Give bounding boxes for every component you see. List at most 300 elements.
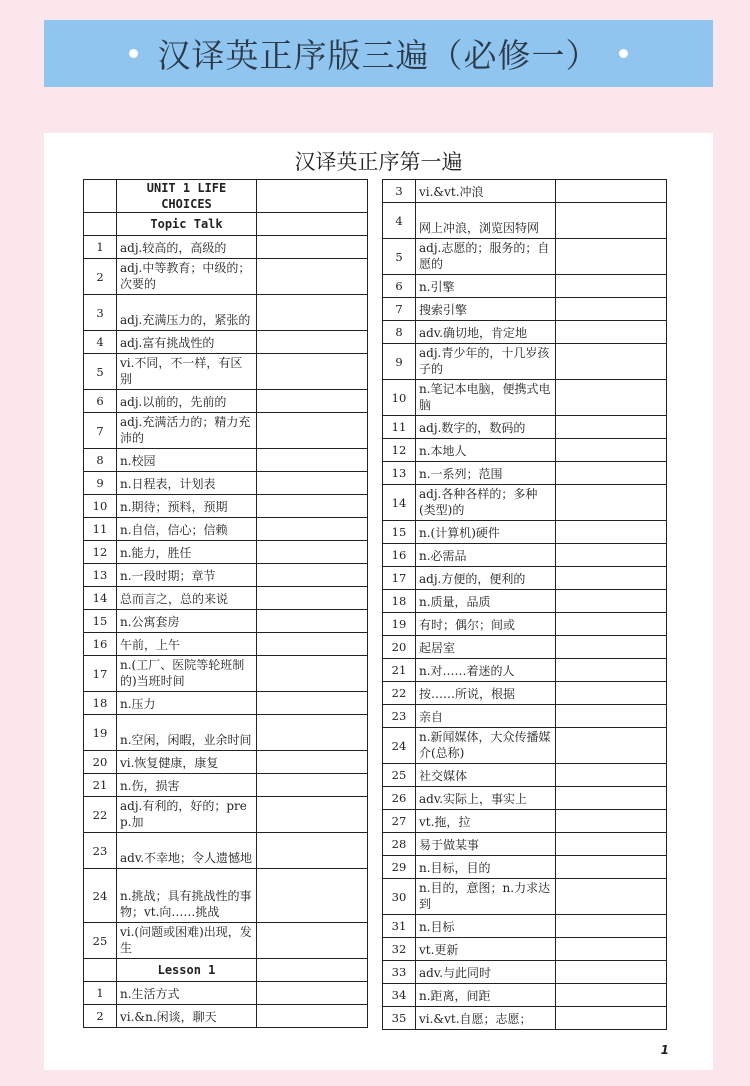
row-number: 18 (84, 692, 117, 715)
answer-blank[interactable] (556, 682, 667, 705)
vocab-row (383, 810, 667, 833)
answer-blank[interactable] (556, 416, 667, 439)
row-number: 1 (84, 982, 117, 1005)
row-number: 31 (383, 915, 416, 938)
definition-text: 社交媒体 (419, 769, 468, 783)
definition-text: vi.&vt.自愿；志愿； (419, 1012, 532, 1026)
answer-blank[interactable] (257, 610, 368, 633)
vocab-row (383, 1007, 667, 1030)
answer-blank[interactable] (556, 298, 667, 321)
answer-blank[interactable] (556, 764, 667, 787)
row-number: 2 (84, 1005, 117, 1028)
vocab-row (84, 564, 368, 587)
answer-blank[interactable] (556, 462, 667, 485)
definition-text: n.日程表，计划表 (120, 477, 216, 491)
row-number: 19 (383, 613, 416, 636)
row-number: 33 (383, 961, 416, 984)
vocab-row (383, 764, 667, 787)
row-number (84, 180, 117, 213)
row-number: 9 (383, 344, 416, 380)
definition-text: 总而言之，总的来说 (120, 592, 229, 606)
page-number: 1 (660, 1043, 669, 1057)
definition-text: n.引擎 (419, 280, 455, 294)
vocab-row (84, 751, 368, 774)
row-number: 11 (383, 416, 416, 439)
chinese-definition (117, 982, 257, 1005)
chinese-definition (117, 923, 257, 959)
vocab-row (383, 728, 667, 764)
answer-blank[interactable] (556, 636, 667, 659)
vocab-row (84, 259, 368, 295)
answer-blank[interactable] (556, 879, 667, 915)
chinese-definition (416, 728, 556, 764)
row-number: 35 (383, 1007, 416, 1030)
chinese-definition (117, 692, 257, 715)
definition-text: adj.志愿的；服务的；自愿的 (419, 241, 550, 271)
answer-blank[interactable] (257, 180, 368, 213)
row-number: 14 (383, 485, 416, 521)
answer-blank[interactable] (556, 344, 667, 380)
vocab-row (383, 275, 667, 298)
vocab-row (383, 856, 667, 879)
vocab-row (383, 567, 667, 590)
banner-title: 汉译英正序版三遍（必修一） (157, 36, 600, 75)
vocab-row (383, 239, 667, 275)
definition-text: n.新闻媒体，大众传播媒介(总称) (419, 730, 551, 760)
vocab-row (383, 636, 667, 659)
row-number: 22 (383, 682, 416, 705)
answer-blank[interactable] (257, 833, 368, 869)
row-number: 10 (383, 380, 416, 416)
definition-text: adj.较高的，高级的 (120, 241, 227, 255)
answer-blank[interactable] (556, 1007, 667, 1030)
definition-text: n.一系列；范围 (419, 467, 503, 481)
definition-text: adj.以前的，先前的 (120, 395, 227, 409)
row-number: 23 (383, 705, 416, 728)
definition-text: 网上冲浪，浏览因特网 (419, 221, 540, 235)
definition-text: n.期待；预料，预期 (120, 500, 228, 514)
row-number: 20 (383, 636, 416, 659)
vocab-row (383, 203, 667, 239)
row-number: 23 (84, 833, 117, 869)
definition-text: vi.&vt.冲浪 (419, 185, 484, 199)
vocab-row (383, 180, 667, 203)
definition-text: n.公寓套房 (120, 615, 180, 629)
answer-blank[interactable] (257, 331, 368, 354)
definition-text: vi.(问题或困难)出现，发生 (120, 925, 252, 955)
vocab-row (84, 715, 368, 751)
definition-text: n.自信，信心；信赖 (120, 523, 228, 537)
vocab-row (84, 923, 368, 959)
chinese-definition (416, 416, 556, 439)
answer-blank[interactable] (556, 521, 667, 544)
answer-blank[interactable] (556, 590, 667, 613)
chinese-definition (416, 485, 556, 521)
row-number: 1 (84, 236, 117, 259)
definition-text: 按……所说，根据 (419, 687, 516, 701)
row-number: 32 (383, 938, 416, 961)
row-number: 27 (383, 810, 416, 833)
vocab-row (84, 331, 368, 354)
definition-text: n.伤，损害 (120, 779, 180, 793)
definition-text: 易于做某事 (419, 838, 480, 852)
answer-blank[interactable] (556, 485, 667, 521)
row-number: 6 (84, 390, 117, 413)
vocab-row (383, 833, 667, 856)
chinese-definition (416, 787, 556, 810)
chinese-definition (416, 613, 556, 636)
answer-blank[interactable] (257, 390, 368, 413)
definition-text: n.目标 (419, 920, 455, 934)
row-number: 22 (84, 797, 117, 833)
definition-text: adj.富有挑战性的 (120, 336, 215, 350)
row-number: 29 (383, 856, 416, 879)
answer-blank[interactable] (556, 856, 667, 879)
answer-blank[interactable] (556, 567, 667, 590)
chinese-definition (416, 1007, 556, 1030)
chinese-definition (416, 344, 556, 380)
answer-blank[interactable] (556, 321, 667, 344)
answer-blank[interactable] (556, 544, 667, 567)
chinese-definition (416, 915, 556, 938)
vocab-row (383, 344, 667, 380)
banner-dot-icon (129, 49, 138, 58)
definition-text: adj.中等教育；中级的；次要的 (120, 261, 251, 291)
definition-text: vi.不同，不一样，有区别 (120, 356, 243, 386)
answer-blank[interactable] (556, 938, 667, 961)
row-number: 24 (383, 728, 416, 764)
row-number: 6 (383, 275, 416, 298)
definition-text: 有时；偶尔；间或 (419, 618, 516, 632)
definition-text: n.生活方式 (120, 987, 180, 1001)
chinese-definition (416, 567, 556, 590)
answer-blank[interactable] (556, 915, 667, 938)
section-header-row (84, 180, 368, 213)
definition-text: adj.数字的，数码的 (419, 421, 526, 435)
chinese-definition (416, 590, 556, 613)
row-number: 7 (84, 413, 117, 449)
row-number: 9 (84, 472, 117, 495)
definition-text: 亲自 (419, 710, 444, 724)
chinese-definition (117, 633, 257, 656)
answer-blank[interactable] (556, 787, 667, 810)
vocab-row (84, 390, 368, 413)
answer-blank[interactable] (257, 797, 368, 833)
definition-text: vi.&n.闲谈，聊天 (120, 1010, 217, 1024)
vocab-row (84, 472, 368, 495)
row-number: 15 (383, 521, 416, 544)
definition-text: adj.有利的，好的；prep.加 (120, 799, 247, 829)
answer-blank[interactable] (257, 413, 368, 449)
chinese-definition (416, 810, 556, 833)
row-number: 4 (84, 331, 117, 354)
answer-blank[interactable] (257, 751, 368, 774)
vocab-row (383, 787, 667, 810)
row-number: 12 (84, 541, 117, 564)
section-header: UNIT 1 LIFE CHOICES (117, 180, 257, 213)
chinese-definition (416, 180, 556, 203)
chinese-definition (416, 321, 556, 344)
answer-blank[interactable] (257, 587, 368, 610)
answer-blank[interactable] (556, 239, 667, 275)
row-number: 8 (84, 449, 117, 472)
answer-blank[interactable] (257, 518, 368, 541)
vocab-row (383, 705, 667, 728)
definition-text: adj.青少年的，十几岁孩子的 (419, 346, 550, 376)
vocab-row (84, 354, 368, 390)
definition-text: n.(计算机)硬件 (419, 526, 500, 540)
definition-text: n.(工厂、医院等轮班制的)当班时间 (120, 658, 245, 688)
definition-text: adv.确切地，肯定地 (419, 326, 528, 340)
row-number: 24 (84, 869, 117, 923)
section-header-row (84, 959, 368, 982)
chinese-definition (117, 518, 257, 541)
chinese-definition (416, 705, 556, 728)
definition-text: adv.实际上，事实上 (419, 792, 528, 806)
chinese-definition (117, 541, 257, 564)
definition-text: adv.不幸地；令人遗憾地 (120, 851, 253, 865)
answer-blank[interactable] (257, 541, 368, 564)
answer-blank[interactable] (556, 810, 667, 833)
definition-text: adv.与此同时 (419, 966, 492, 980)
answer-blank[interactable] (556, 380, 667, 416)
answer-blank[interactable] (556, 659, 667, 682)
definition-text: adj.充满压力的，紧张的 (120, 313, 251, 327)
definition-text: 起居室 (419, 641, 456, 655)
vocab-row (84, 797, 368, 833)
vocab-row (383, 682, 667, 705)
definition-text: adj.充满活力的；精力充沛的 (120, 415, 251, 445)
vocab-row (84, 869, 368, 923)
vocab-table-right (382, 179, 667, 1030)
definition-text: vi.恢复健康，康复 (120, 756, 219, 770)
definition-text: n.空闲，闲暇，业余时间 (120, 733, 252, 747)
vocab-row (383, 961, 667, 984)
row-number: 19 (84, 715, 117, 751)
answer-blank[interactable] (257, 959, 368, 982)
chinese-definition (117, 869, 257, 923)
chinese-definition (117, 413, 257, 449)
chinese-definition (117, 331, 257, 354)
row-number: 18 (383, 590, 416, 613)
chinese-definition (117, 390, 257, 413)
answer-blank[interactable] (556, 728, 667, 764)
row-number: 2 (84, 259, 117, 295)
chinese-definition (416, 984, 556, 1007)
vocab-row (383, 544, 667, 567)
chinese-definition (117, 472, 257, 495)
row-number: 34 (383, 984, 416, 1007)
answer-blank[interactable] (257, 295, 368, 331)
row-number: 14 (84, 587, 117, 610)
chinese-definition (117, 774, 257, 797)
row-number: 16 (84, 633, 117, 656)
vocab-row (383, 321, 667, 344)
answer-blank[interactable] (257, 774, 368, 797)
vocab-row (383, 613, 667, 636)
answer-blank[interactable] (257, 564, 368, 587)
row-number: 21 (84, 774, 117, 797)
chinese-definition (117, 715, 257, 751)
chinese-definition (416, 879, 556, 915)
row-number (84, 213, 117, 236)
answer-blank[interactable] (556, 180, 667, 203)
answer-blank[interactable] (257, 923, 368, 959)
definition-text: n.笔记本电脑，便携式电脑 (419, 382, 551, 412)
chinese-definition (117, 564, 257, 587)
vocab-row (84, 541, 368, 564)
vocab-row (383, 462, 667, 485)
vocab-row (84, 656, 368, 692)
vocab-row (383, 938, 667, 961)
definition-text: adj.各种各样的；多种(类型)的 (419, 487, 538, 517)
chinese-definition (416, 521, 556, 544)
vocab-row (383, 659, 667, 682)
chinese-definition (117, 1005, 257, 1028)
definition-text: n.本地人 (419, 444, 467, 458)
answer-blank[interactable] (257, 1005, 368, 1028)
row-number: 5 (383, 239, 416, 275)
chinese-definition (416, 659, 556, 682)
chinese-definition (416, 380, 556, 416)
row-number: 26 (383, 787, 416, 810)
worksheet-page (44, 133, 713, 1070)
chinese-definition (416, 856, 556, 879)
row-number: 3 (383, 180, 416, 203)
answer-blank[interactable] (257, 213, 368, 236)
answer-blank[interactable] (257, 692, 368, 715)
row-number: 21 (383, 659, 416, 682)
vocab-row (383, 984, 667, 1007)
row-number: 17 (84, 656, 117, 692)
vocab-row (383, 416, 667, 439)
vocab-row (84, 587, 368, 610)
row-number: 13 (84, 564, 117, 587)
row-number: 12 (383, 439, 416, 462)
vocab-row (84, 774, 368, 797)
answer-blank[interactable] (556, 705, 667, 728)
answer-blank[interactable] (556, 984, 667, 1007)
answer-blank[interactable] (257, 449, 368, 472)
answer-blank[interactable] (257, 715, 368, 751)
answer-blank[interactable] (556, 833, 667, 856)
vocab-row (84, 633, 368, 656)
chinese-definition (117, 259, 257, 295)
vocab-row (84, 610, 368, 633)
row-number: 30 (383, 879, 416, 915)
page-title: 汉译英正序第一遍 (294, 150, 463, 174)
vocab-row (383, 590, 667, 613)
vocab-row (84, 495, 368, 518)
vocab-row (84, 236, 368, 259)
vocab-row (383, 879, 667, 915)
banner-dot-icon (619, 49, 628, 58)
chinese-definition (117, 833, 257, 869)
vocab-row (383, 298, 667, 321)
chinese-definition (416, 298, 556, 321)
row-number: 5 (84, 354, 117, 390)
answer-blank[interactable] (257, 656, 368, 692)
row-number: 4 (383, 203, 416, 239)
answer-blank[interactable] (257, 354, 368, 390)
chinese-definition (117, 797, 257, 833)
chinese-definition (416, 462, 556, 485)
answer-blank[interactable] (257, 869, 368, 923)
definition-text: 搜索引擎 (419, 303, 468, 317)
chinese-definition (117, 236, 257, 259)
definition-text: n.距离，间距 (419, 989, 491, 1003)
row-number: 7 (383, 298, 416, 321)
answer-blank[interactable] (257, 236, 368, 259)
chinese-definition (416, 636, 556, 659)
chinese-definition (117, 587, 257, 610)
chinese-definition (416, 239, 556, 275)
vocab-row (84, 692, 368, 715)
chinese-definition (117, 295, 257, 331)
chinese-definition (416, 275, 556, 298)
definition-text: n.对……着迷的人 (419, 664, 515, 678)
definition-text: 午前，上午 (120, 638, 181, 652)
vocab-row (383, 380, 667, 416)
definition-text: n.压力 (120, 697, 156, 711)
definition-text: n.必需品 (419, 549, 467, 563)
definition-text: n.目的，意图；n.力求达到 (419, 881, 551, 911)
chinese-definition (416, 439, 556, 462)
definition-text: vt.更新 (419, 943, 459, 957)
section-header: Lesson 1 (117, 959, 257, 982)
chinese-definition (416, 833, 556, 856)
row-number: 10 (84, 495, 117, 518)
answer-blank[interactable] (257, 259, 368, 295)
chinese-definition (416, 203, 556, 239)
vocab-row (84, 295, 368, 331)
chinese-definition (416, 544, 556, 567)
row-number: 13 (383, 462, 416, 485)
row-number: 17 (383, 567, 416, 590)
definition-text: n.目标，目的 (419, 861, 491, 875)
section-header: Topic Talk (117, 213, 257, 236)
answer-blank[interactable] (556, 203, 667, 239)
title-banner (44, 20, 713, 87)
answer-blank[interactable] (257, 495, 368, 518)
definition-text: adj.方便的，便利的 (419, 572, 526, 586)
row-number: 20 (84, 751, 117, 774)
definition-text: n.能力，胜任 (120, 546, 192, 560)
vocab-table-left (83, 179, 368, 1028)
vocab-row (84, 449, 368, 472)
vocab-row (84, 518, 368, 541)
answer-blank[interactable] (556, 439, 667, 462)
chinese-definition (117, 354, 257, 390)
chinese-definition (416, 682, 556, 705)
chinese-definition (416, 764, 556, 787)
chinese-definition (117, 751, 257, 774)
answer-blank[interactable] (257, 633, 368, 656)
vocab-row (383, 439, 667, 462)
row-number: 11 (84, 518, 117, 541)
chinese-definition (117, 449, 257, 472)
vocab-row (84, 833, 368, 869)
answer-blank[interactable] (556, 275, 667, 298)
row-number: 28 (383, 833, 416, 856)
vocab-row (383, 521, 667, 544)
answer-blank[interactable] (556, 613, 667, 636)
vocab-row (383, 485, 667, 521)
chinese-definition (416, 961, 556, 984)
answer-blank[interactable] (257, 982, 368, 1005)
answer-blank[interactable] (257, 472, 368, 495)
answer-blank[interactable] (556, 961, 667, 984)
